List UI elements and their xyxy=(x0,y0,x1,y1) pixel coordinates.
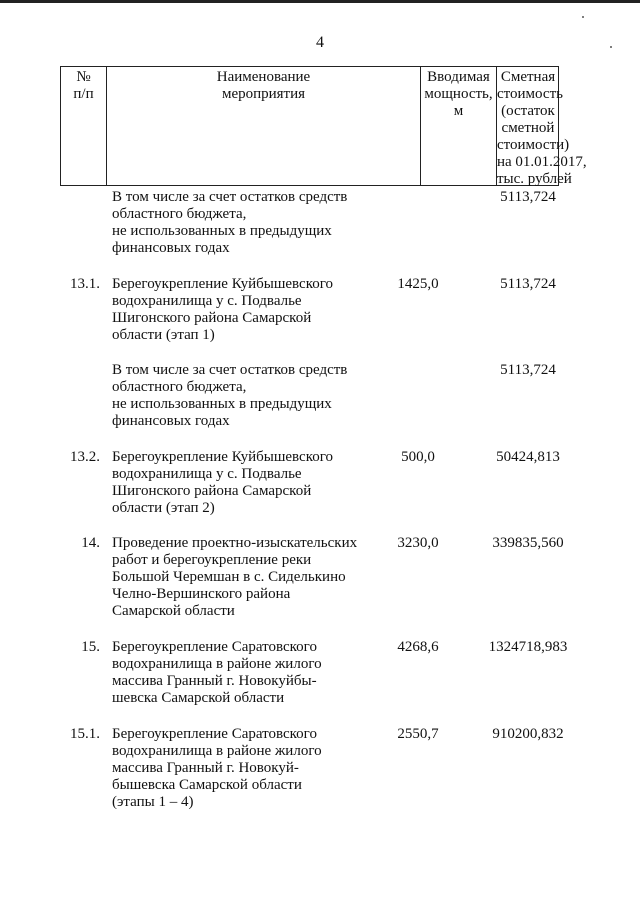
header-text: м xyxy=(453,103,464,119)
row-name xyxy=(112,449,412,517)
row-name-line: финансовых годах xyxy=(112,413,230,429)
row-name-line: финансовых годах xyxy=(112,240,230,256)
header-text: мероприятия xyxy=(221,86,306,102)
row-cost: 910200,832 xyxy=(492,726,564,742)
row-name-line: Берегоукрепление Саратовского xyxy=(112,726,317,742)
row-name-line: работ и берегоукрепление реки xyxy=(112,552,312,568)
row-power: 4268,6 xyxy=(397,639,439,655)
row-name xyxy=(112,726,412,811)
header-text: на 01.01.2017, xyxy=(497,154,587,170)
row-name xyxy=(112,189,412,257)
row-name-line: массива Гранный г. Новокуй- xyxy=(112,760,299,776)
row-name-line: Шигонского района Самарской xyxy=(112,310,312,326)
row-number: 15.1. xyxy=(70,726,100,742)
header-number-column xyxy=(61,67,106,185)
row-name-line: Проведение проектно-изыскательских xyxy=(112,535,358,551)
row-cost: 5113,724 xyxy=(500,276,556,292)
header-text: стоимость xyxy=(497,86,563,102)
row-cost: 339835,560 xyxy=(492,535,564,551)
header-text: Наименование xyxy=(216,69,311,85)
row-cost: 1324718,983 xyxy=(488,639,568,655)
row-power: 2550,7 xyxy=(397,726,439,742)
row-name-line: (этапы 1 – 4) xyxy=(112,794,194,810)
header-power-column xyxy=(420,67,496,185)
row-name-line: водохранилища у с. Подвалье xyxy=(112,293,302,309)
row-name-line: В том числе за счет остатков средств xyxy=(112,362,348,378)
table-header xyxy=(60,66,587,187)
row-name-line: Самарской области xyxy=(112,603,235,619)
row-cost: 5113,724 xyxy=(500,189,556,205)
page-number: 4 xyxy=(316,34,324,51)
row-name-line: не использованных в предыдущих xyxy=(112,223,332,239)
row-name-line: бышевска Самарской области xyxy=(112,777,302,793)
row-name-line: водохранилища в районе жилого xyxy=(112,743,322,759)
header-text: Сметная xyxy=(500,69,556,85)
row-number: 13.1. xyxy=(70,276,100,292)
row-name-line: В том числе за счет остатков средств xyxy=(112,189,348,205)
header-text: тыс. рублей xyxy=(497,171,572,187)
row-name xyxy=(112,535,412,620)
header-text: сметной xyxy=(501,120,555,136)
header-name-column xyxy=(106,67,420,185)
row-name-line: Шигонского района Самарской xyxy=(112,483,312,499)
header-text: (остаток xyxy=(501,103,555,119)
header-text: п/п xyxy=(73,86,94,102)
row-name-line: Берегоукрепление Куйбышевского xyxy=(112,276,333,292)
header-text: Вводимая xyxy=(427,69,490,85)
row-name-line: областного бюджета, xyxy=(112,206,247,222)
row-name xyxy=(112,362,412,430)
row-name-line: не использованных в предыдущих xyxy=(112,396,332,412)
scan-top-border xyxy=(0,0,640,3)
row-power: 1425,0 xyxy=(397,276,439,292)
row-name-line: шевска Самарской области xyxy=(112,690,285,706)
row-name-line: области (этап 1) xyxy=(112,327,215,343)
row-name xyxy=(112,276,412,344)
row-name-line: областного бюджета, xyxy=(112,379,247,395)
row-name xyxy=(112,639,412,707)
header-text: стоимости) xyxy=(497,137,570,153)
header-text: мощность, xyxy=(424,86,493,102)
row-name-line: водохранилища у с. Подвалье xyxy=(112,466,302,482)
row-name-line: Берегоукрепление Саратовского xyxy=(112,639,317,655)
row-name-line: области (этап 2) xyxy=(112,500,215,516)
scan-speck xyxy=(582,16,584,18)
row-name-line: водохранилища в районе жилого xyxy=(112,656,322,672)
row-cost: 5113,724 xyxy=(500,362,556,378)
row-name-line: массива Гранный г. Новокуйбы- xyxy=(112,673,317,689)
row-cost: 50424,813 xyxy=(496,449,560,465)
header-cost-column xyxy=(496,67,587,187)
row-power: 3230,0 xyxy=(397,535,439,551)
row-number: 13.2. xyxy=(70,449,100,465)
row-number: 14. xyxy=(81,535,100,551)
row-name-line: Берегоукрепление Куйбышевского xyxy=(112,449,333,465)
row-number: 15. xyxy=(81,639,100,655)
row-power: 500,0 xyxy=(401,449,435,465)
header-text: № xyxy=(76,69,91,85)
row-name-line: Челно-Вершинского района xyxy=(112,586,291,602)
row-name-line: Большой Черемшан в с. Сиделькино xyxy=(112,569,346,585)
